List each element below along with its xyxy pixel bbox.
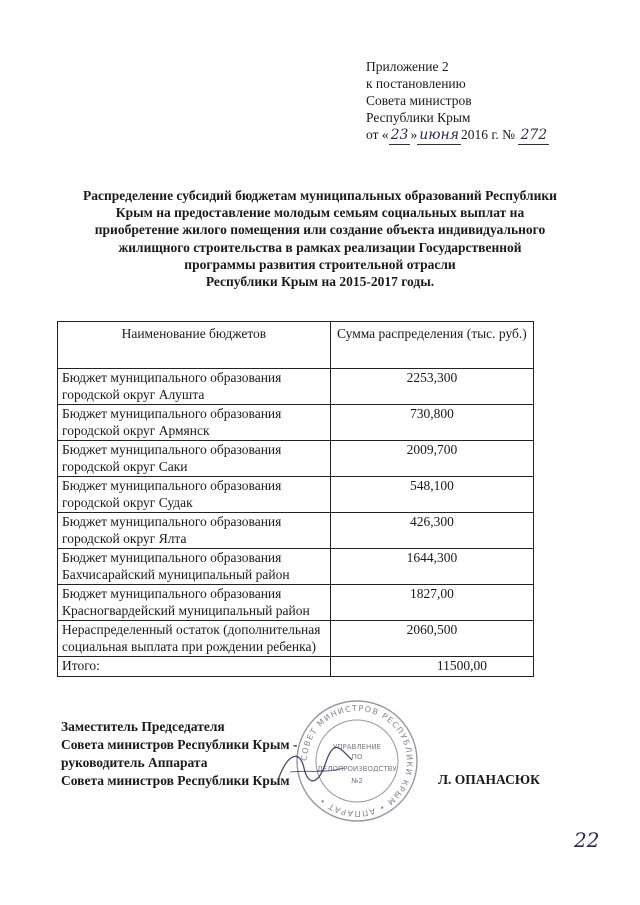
row-sum: 730,800 <box>330 405 533 441</box>
row-name: Бюджет муниципального образования городской округ Саки <box>58 441 331 477</box>
appendix-line-1: Приложение 2 <box>366 59 449 74</box>
signature-line-4: Совета министров Республики Крым <box>61 773 290 788</box>
signature-block <box>61 718 297 790</box>
handwritten-signature-icon <box>270 742 360 792</box>
row-sum: 1644,300 <box>330 549 533 585</box>
row-name: Бюджет муниципального образования городской округ Алушта <box>58 369 331 405</box>
appendix-line-2: к постановлению <box>366 76 466 91</box>
signature-line-1: Заместитель Председателя <box>61 719 225 734</box>
stamp-line-1: УПРАВЛЕНИЕ <box>333 743 381 751</box>
stamp-line-2: ПО <box>351 753 363 761</box>
appendix-line-3: Совета министров <box>366 93 472 108</box>
row-name: Бюджет муниципального образования Красногвардейский муниципальный район <box>58 585 331 621</box>
appendix-date-line <box>366 126 549 145</box>
row-name: Бюджет муниципального образования городской округ Армянск <box>58 405 331 441</box>
row-sum: 1827,00 <box>330 585 533 621</box>
table-row <box>58 477 534 513</box>
table-row <box>58 405 534 441</box>
row-sum: 2253,300 <box>330 369 533 405</box>
total-label: Итого: <box>58 657 331 677</box>
row-sum: 548,100 <box>330 477 533 513</box>
stamp-line-4: №2 <box>351 777 363 785</box>
row-name: Бюджет муниципального образования Бахчисарайский муниципальный район <box>58 549 331 585</box>
stamp-line-3: ДЕЛОПРОИЗВОДСТВУ <box>317 765 397 773</box>
table-header-row <box>58 322 534 369</box>
signatory-name: Л. ОПАНАСЮК <box>438 772 540 787</box>
header-sum: Сумма распределения (тыс. руб.) <box>330 322 533 369</box>
signature-line-2: Совета министров Республики Крым - <box>61 737 298 752</box>
row-sum: 2009,700 <box>330 441 533 477</box>
date-year: 2016 г. № <box>461 127 516 142</box>
row-sum: 2060,500 <box>330 621 533 657</box>
header-budget-name: Наименование бюджетов <box>58 322 331 369</box>
title-line-4: жилищного строительства в рамках реализации Государственной <box>118 239 522 255</box>
table-total-row <box>58 657 534 677</box>
table-row <box>58 369 534 405</box>
doc-number: 272 <box>520 127 548 143</box>
document-title <box>48 187 592 290</box>
stamp-ring-text: СОВЕТ МИНИСТРОВ РЕСПУБЛИКИ КРЫМ • АППАРАТ • <box>299 703 415 819</box>
title-line-1: Распределение субсидий бюджетам муниципальных образований Республики <box>83 188 557 203</box>
title-line-6: Республики Крым на 2015-2017 годы. <box>205 274 435 290</box>
signature-line-3: руководитель Аппарата <box>61 755 208 770</box>
total-sum: 11500,00 <box>330 657 533 677</box>
table-row <box>58 513 534 549</box>
row-name: Бюджет муниципального образования городской округ Ялта <box>58 513 331 549</box>
table-row <box>58 549 534 585</box>
table-row <box>58 621 534 657</box>
row-sum: 426,300 <box>330 513 533 549</box>
table-row <box>58 585 534 621</box>
date-month: июня <box>419 127 460 143</box>
date-sep: » <box>410 127 418 142</box>
distribution-table <box>57 321 534 677</box>
table-row <box>58 441 534 477</box>
page-number: 22 <box>574 828 600 852</box>
appendix-line-4: Республики Крым <box>366 110 471 125</box>
title-line-2: Крым на предоставление молодым семьям социальных выплат на <box>115 205 525 221</box>
title-line-5: программы развития строительной отрасли <box>184 256 456 272</box>
appendix-block <box>366 58 549 145</box>
row-name: Нераспределенный остаток (дополнительная социальная выплата при рождении ребенка) <box>58 621 331 657</box>
title-line-3: приобретение жилого помещения или создание объекта индивидуального <box>94 222 546 238</box>
date-prefix: от « <box>366 127 389 142</box>
date-day: 23 <box>390 127 409 143</box>
row-name: Бюджет муниципального образования городской округ Судак <box>58 477 331 513</box>
